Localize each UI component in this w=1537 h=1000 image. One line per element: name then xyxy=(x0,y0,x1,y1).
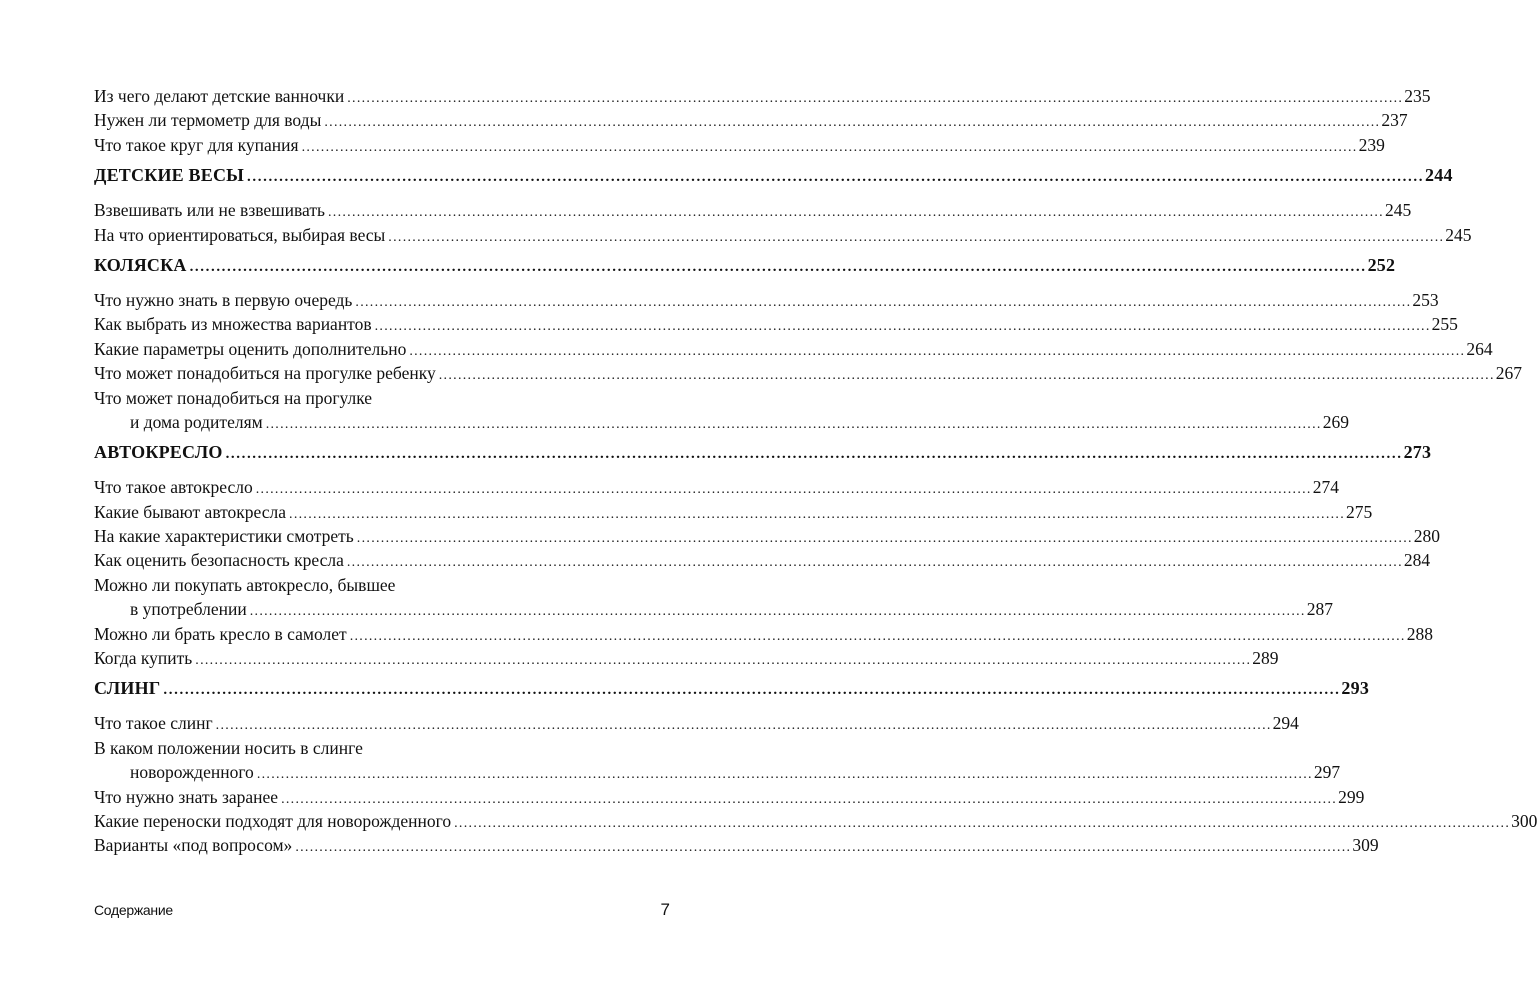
dot-leader: ............................................................................................................................................................................................................................ xyxy=(301,139,1358,155)
toc-entry xyxy=(94,86,1431,110)
entry-page: 275 xyxy=(1346,501,1373,522)
section-page: 244 xyxy=(1425,165,1453,186)
entry-page: 300 xyxy=(1511,810,1537,831)
toc-entry xyxy=(94,623,1433,648)
toc-entry xyxy=(94,786,1365,811)
dot-leader: ............................................................................................................................................................................................................................ xyxy=(255,482,1312,498)
entry-page: 267 xyxy=(1495,363,1522,384)
toc-entry xyxy=(94,550,1431,574)
section-heading xyxy=(94,165,1453,191)
entry-page: 255 xyxy=(1431,314,1458,335)
toc-entry xyxy=(94,477,1339,501)
toc-entry xyxy=(94,224,1472,249)
dot-leader: ............................................................................................................................................................................................................................ xyxy=(256,767,1313,783)
running-footer-title: Содержание xyxy=(94,902,173,918)
table-of-contents xyxy=(94,86,1537,860)
entry-title: Что может понадобиться на прогулке xyxy=(94,387,373,408)
entry-title: Что такое круг для купания xyxy=(94,134,299,155)
toc-entry xyxy=(94,388,670,412)
dot-leader: ............................................................................................................................................................................................................................ xyxy=(249,604,1306,620)
toc-entry xyxy=(94,599,1333,623)
heading-gap xyxy=(94,281,670,290)
dot-leader: ............................................................................................................................................................................................................................ xyxy=(265,416,1322,432)
section-page: 252 xyxy=(1367,254,1396,275)
dot-leader: ............................................................................................................................................................................................................................ xyxy=(189,258,1367,275)
entry-page: 237 xyxy=(1381,110,1408,131)
entry-title: Что такое слинг xyxy=(94,713,213,734)
section-heading xyxy=(94,678,1370,704)
entry-title: В каком положении носить в слинге xyxy=(94,737,363,758)
toc-section xyxy=(94,436,1441,672)
dot-leader: ............................................................................................................................................................................................................................ xyxy=(163,682,1341,699)
entry-title: Что нужно знать заранее xyxy=(94,786,279,807)
toc-entry xyxy=(94,713,1299,737)
entry-page: 274 xyxy=(1312,477,1339,498)
toc-entry xyxy=(94,648,1279,672)
entry-title: Когда купить xyxy=(94,648,193,669)
toc-entry xyxy=(94,200,1412,224)
toc-section xyxy=(94,86,1431,159)
toc-entry xyxy=(94,575,670,599)
dot-leader: ............................................................................................................................................................................................................................ xyxy=(356,531,1413,547)
entry-title: Какие переноски подходят для новорожденного xyxy=(94,810,452,831)
toc-section xyxy=(94,672,1537,859)
dot-leader: ............................................................................................................................................................................................................................ xyxy=(349,628,1406,644)
section-title: ДЕТСКИЕ ВЕСЫ xyxy=(94,165,245,186)
entry-title: Нужен ли термометр для воды xyxy=(94,110,322,131)
toc-entry xyxy=(94,134,1385,159)
dot-leader: ............................................................................................................................................................................................................................ xyxy=(409,343,1466,359)
entry-page: 264 xyxy=(1466,338,1493,359)
entry-title: Какие параметры оценить дополнительно xyxy=(94,338,407,359)
section-page: 293 xyxy=(1341,678,1370,699)
entry-page: 289 xyxy=(1252,648,1279,669)
toc-entry xyxy=(94,411,1349,436)
page-number: 7 xyxy=(660,900,670,919)
dot-leader: ............................................................................................................................................................................................................................ xyxy=(346,555,1403,571)
dot-leader: ............................................................................................................................................................................................................................ xyxy=(289,506,1346,522)
entry-title: Что нужно знать в первую очередь xyxy=(94,289,353,310)
entry-page: 235 xyxy=(1404,86,1431,106)
entry-title: Варианты «под вопросом» xyxy=(94,835,293,856)
dot-leader: ............................................................................................................................................................................................................................ xyxy=(347,91,1404,106)
entry-page: 269 xyxy=(1322,411,1349,432)
entry-page: 280 xyxy=(1413,526,1441,547)
entry-page: 245 xyxy=(1384,200,1412,221)
dot-leader: ............................................................................................................................................................................................................................ xyxy=(374,319,1431,335)
entry-page: 309 xyxy=(1352,835,1379,856)
entry-page: 299 xyxy=(1338,786,1365,807)
toc-entry xyxy=(94,835,1379,859)
entry-title: На что ориентироваться, выбирая весы xyxy=(94,224,386,245)
entry-page: 294 xyxy=(1272,713,1299,734)
entry-title: На какие характеристики смотреть xyxy=(94,526,354,547)
dot-leader: ............................................................................................................................................................................................................................ xyxy=(247,169,1425,186)
section-title: АВТОКРЕСЛО xyxy=(94,442,223,463)
entry-page: 297 xyxy=(1313,762,1341,783)
entry-title: Можно ли брать кресло в самолет xyxy=(94,623,347,644)
entry-title: Как выбрать из множества вариантов xyxy=(94,314,372,335)
dot-leader: ............................................................................................................................................................................................................................ xyxy=(225,446,1403,463)
heading-gap xyxy=(94,704,670,713)
toc-entry xyxy=(94,363,1522,387)
toc-entry xyxy=(94,289,1439,314)
dot-leader: ............................................................................................................................................................................................................................ xyxy=(215,718,1272,734)
entry-title: Можно ли покупать автокресло, бывшее xyxy=(94,574,396,595)
entry-title: Какие бывают автокресла xyxy=(94,501,287,522)
entry-page: 284 xyxy=(1403,550,1431,571)
toc-entry xyxy=(94,501,1373,526)
page-footer xyxy=(94,900,670,920)
toc-entry xyxy=(94,762,1341,786)
entry-title: новорожденного xyxy=(130,762,254,783)
entry-page: 287 xyxy=(1306,599,1333,620)
dot-leader: ............................................................................................................................................................................................................................ xyxy=(324,115,1381,131)
dot-leader: ............................................................................................................................................................................................................................ xyxy=(454,815,1511,831)
dot-leader: ............................................................................................................................................................................................................................ xyxy=(355,294,1412,310)
section-title: КОЛЯСКА xyxy=(94,254,187,275)
dot-leader: ............................................................................................................................................................................................................................ xyxy=(195,653,1252,669)
toc-section xyxy=(94,249,1522,436)
toc-entry xyxy=(94,314,1458,338)
entry-title: в употреблении xyxy=(130,599,247,620)
entry-title: Взвешивать или не взвешивать xyxy=(94,200,325,221)
entry-title: и дома родителям xyxy=(130,411,263,432)
heading-gap xyxy=(94,191,670,200)
section-title: СЛИНГ xyxy=(94,678,161,699)
entry-page: 239 xyxy=(1358,134,1385,155)
entry-title: Из чего делают детские ванночки xyxy=(94,86,345,106)
section-heading xyxy=(94,254,1396,281)
entry-page: 253 xyxy=(1412,289,1439,310)
dot-leader: ............................................................................................................................................................................................................................ xyxy=(388,229,1445,245)
toc-entry xyxy=(94,110,1408,134)
dot-leader: ............................................................................................................................................................................................................................ xyxy=(295,840,1352,856)
toc-entry xyxy=(94,338,1493,363)
toc-entry xyxy=(94,738,670,762)
entry-title: Что может понадобиться на прогулке ребенку xyxy=(94,363,436,384)
entry-page: 288 xyxy=(1406,623,1433,644)
entry-title: Что такое автокресло xyxy=(94,477,253,498)
toc-entry xyxy=(94,526,1441,550)
toc-entry xyxy=(94,810,1537,835)
section-page: 273 xyxy=(1403,442,1432,463)
dot-leader: ............................................................................................................................................................................................................................ xyxy=(327,205,1384,221)
dot-leader: ............................................................................................................................................................................................................................ xyxy=(438,368,1495,384)
dot-leader: ............................................................................................................................................................................................................................ xyxy=(281,791,1338,807)
toc-section xyxy=(94,159,1472,249)
entry-title: Как оценить безопасность кресла xyxy=(94,550,344,571)
heading-gap xyxy=(94,468,670,477)
section-heading xyxy=(94,442,1432,468)
entry-page: 245 xyxy=(1445,224,1472,245)
